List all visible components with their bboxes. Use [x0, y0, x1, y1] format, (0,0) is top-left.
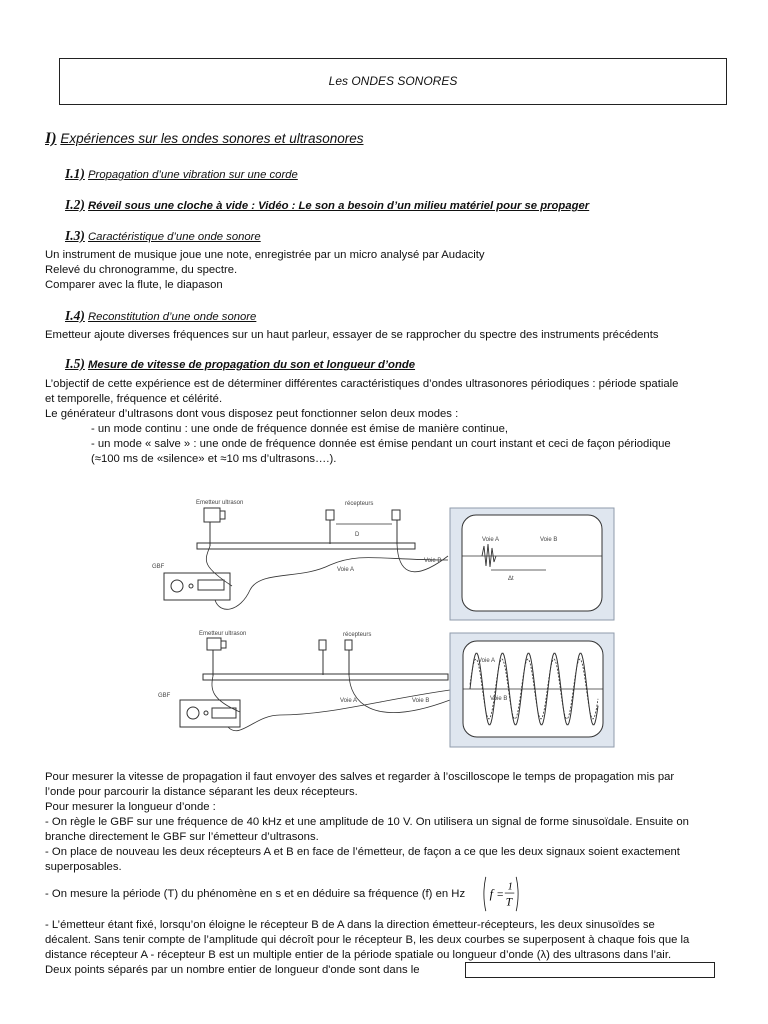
subsection-2-number: I.2) — [65, 197, 85, 212]
paragraph-line: - L’émetteur étant fixé, lorsqu’on éloigne le récepteur B de A dans la direction émetteur-récepteurs, les deux sinusoïdes se — [45, 919, 655, 931]
subsection-4-title: Reconstitution d’une onde sonore — [88, 311, 257, 323]
screen-voie-a-label: Voie A — [482, 537, 500, 543]
voie-a-label: Voie A — [340, 698, 358, 704]
emitter-label: Emetteur ultrason — [196, 500, 244, 506]
page-title: Les ONDES SONORES — [328, 74, 458, 88]
cable — [349, 675, 450, 713]
subsection-4-number: I.4) — [65, 308, 85, 323]
frequency-formula — [482, 875, 520, 913]
gbf-icon — [164, 573, 230, 600]
receiver-a-icon — [319, 640, 326, 675]
voie-a-label: Voie A — [337, 567, 355, 573]
dt-label: Δt — [508, 576, 514, 582]
cable — [228, 690, 450, 731]
answer-field[interactable] — [465, 962, 715, 978]
gbf-label: GBF — [158, 693, 171, 699]
screen-voie-b-label: Voie B — [540, 537, 558, 543]
mode-line: - un mode continu : une onde de fréquence donnée est émise de manière continue, — [91, 423, 509, 435]
formula-equals: = — [496, 888, 504, 901]
paragraph-line: Comparer avec la flute, le diapason — [45, 279, 223, 291]
oscilloscope-screen — [462, 515, 602, 611]
formula-denominator: T — [505, 896, 513, 909]
paragraph-line: - On règle le GBF sur une fréquence de 40 kHz et une amplitude de 10 V. On utilisera un signal de forme sinusoïdale. Ensuite on — [45, 816, 689, 828]
gbf-label: GBF — [152, 564, 165, 570]
paragraph-line: branche directement le GBF sur l’émetteur d’ultrasons. — [45, 831, 319, 843]
cable — [215, 558, 448, 610]
subsection-3-title: Caractéristique d’une onde sonore — [88, 231, 261, 243]
section-1-number: I) — [45, 130, 57, 147]
formula-lhs: f — [489, 886, 494, 901]
distance-label: D — [355, 532, 360, 538]
paragraph-line: - On place de nouveau les deux récepteurs A et B en face de l’émetteur, de façon a ce que les deux signaux soient exactement — [45, 846, 680, 858]
paragraph-line: l’onde pour parcourir la distance séparant les deux récepteurs. — [45, 786, 358, 798]
paragraph-line: Pour mesurer la vitesse de propagation il faut envoyer des salves et regarder à l’oscilloscope le temps de propagation mis par — [45, 771, 675, 783]
voie-b-label: Voie B — [412, 698, 430, 704]
subsection-3-number: I.3) — [65, 228, 85, 243]
paragraph-line: Deux points séparés par un nombre entier de longueur d'onde sont dans le — [45, 964, 420, 976]
subsection-1-title: Propagation d’une vibration sur une corde — [88, 169, 298, 181]
paragraph-line: Relevé du chronogramme, du spectre. — [45, 264, 238, 276]
receiver-a-icon — [326, 510, 334, 544]
optical-bench — [203, 674, 448, 680]
receivers-label: récepteurs — [345, 501, 374, 507]
setup-continu — [158, 631, 614, 747]
section-1-title: Expériences sur les ondes sonores et ultrasonores — [60, 131, 364, 146]
period-line: - On mesure la période (T) du phénomène en s et en déduire sa fréquence (f) en Hz — [45, 888, 466, 900]
screen-voie-a-label: Voie A — [478, 658, 496, 664]
subsection-1-number: I.1) — [65, 166, 85, 181]
receiver-b-icon — [345, 640, 352, 675]
paragraph-line: Le générateur d’ultrasons dont vous disposez peut fonctionner selon deux modes : — [45, 408, 459, 420]
setup-salve — [152, 500, 614, 620]
paragraph-line: et temporelle, fréquence et célérité. — [45, 393, 223, 405]
formula-numerator: 1 — [507, 881, 513, 893]
subsection-2-title: Réveil sous une cloche à vide : Vidéo : Le son a besoin d’un milieu matériel pour se propager — [88, 200, 590, 212]
paragraph-line: distance récepteur A - récepteur B est un multiple entier de la période spatiale ou longueur d’onde (λ) des ultrasons dans l’air. — [45, 949, 672, 961]
subsection-5-number: I.5) — [65, 356, 85, 371]
emitter-icon — [207, 638, 226, 676]
paragraph-line: Pour mesurer la longueur d’onde : — [45, 801, 216, 813]
receivers-label: récepteurs — [343, 632, 372, 638]
screen-voie-b-label: Voie B — [490, 696, 508, 702]
optical-bench — [197, 543, 415, 549]
gbf-icon — [180, 700, 240, 727]
voie-b-label: Voie B — [424, 558, 442, 564]
mode-line: - un mode « salve » : une onde de fréquence donnée est émise pendant un court instant et ceci de façon périodique — [91, 438, 671, 450]
paragraph-line: Emetteur ajoute diverses fréquences sur un haut parleur, essayer de se rapprocher du spectre des instruments précédents — [45, 329, 659, 341]
receiver-b-icon — [392, 510, 400, 544]
paragraph-line: décalent. Sans tenir compte de l’amplitude qui décroît pour le récepteur B, les deux courbes se superposent à chaque fois que la — [45, 934, 690, 946]
paragraph-line: Un instrument de musique joue une note, enregistrée par un micro analysé par Audacity — [45, 249, 485, 261]
subsection-5-title: Mesure de vitesse de propagation du son et longueur d’onde — [88, 359, 416, 371]
emitter-icon — [204, 508, 225, 546]
emitter-label: Emetteur ultrason — [199, 631, 247, 637]
paragraph-line: L’objectif de cette expérience est de déterminer différentes caractéristiques d’ondes ultrasonores périodiques : période spatiale — [45, 378, 679, 390]
paragraph-line: superposables. — [45, 861, 122, 873]
mode-line: (≈100 ms de «silence» et ≈10 ms d’ultrasons….). — [91, 453, 337, 465]
